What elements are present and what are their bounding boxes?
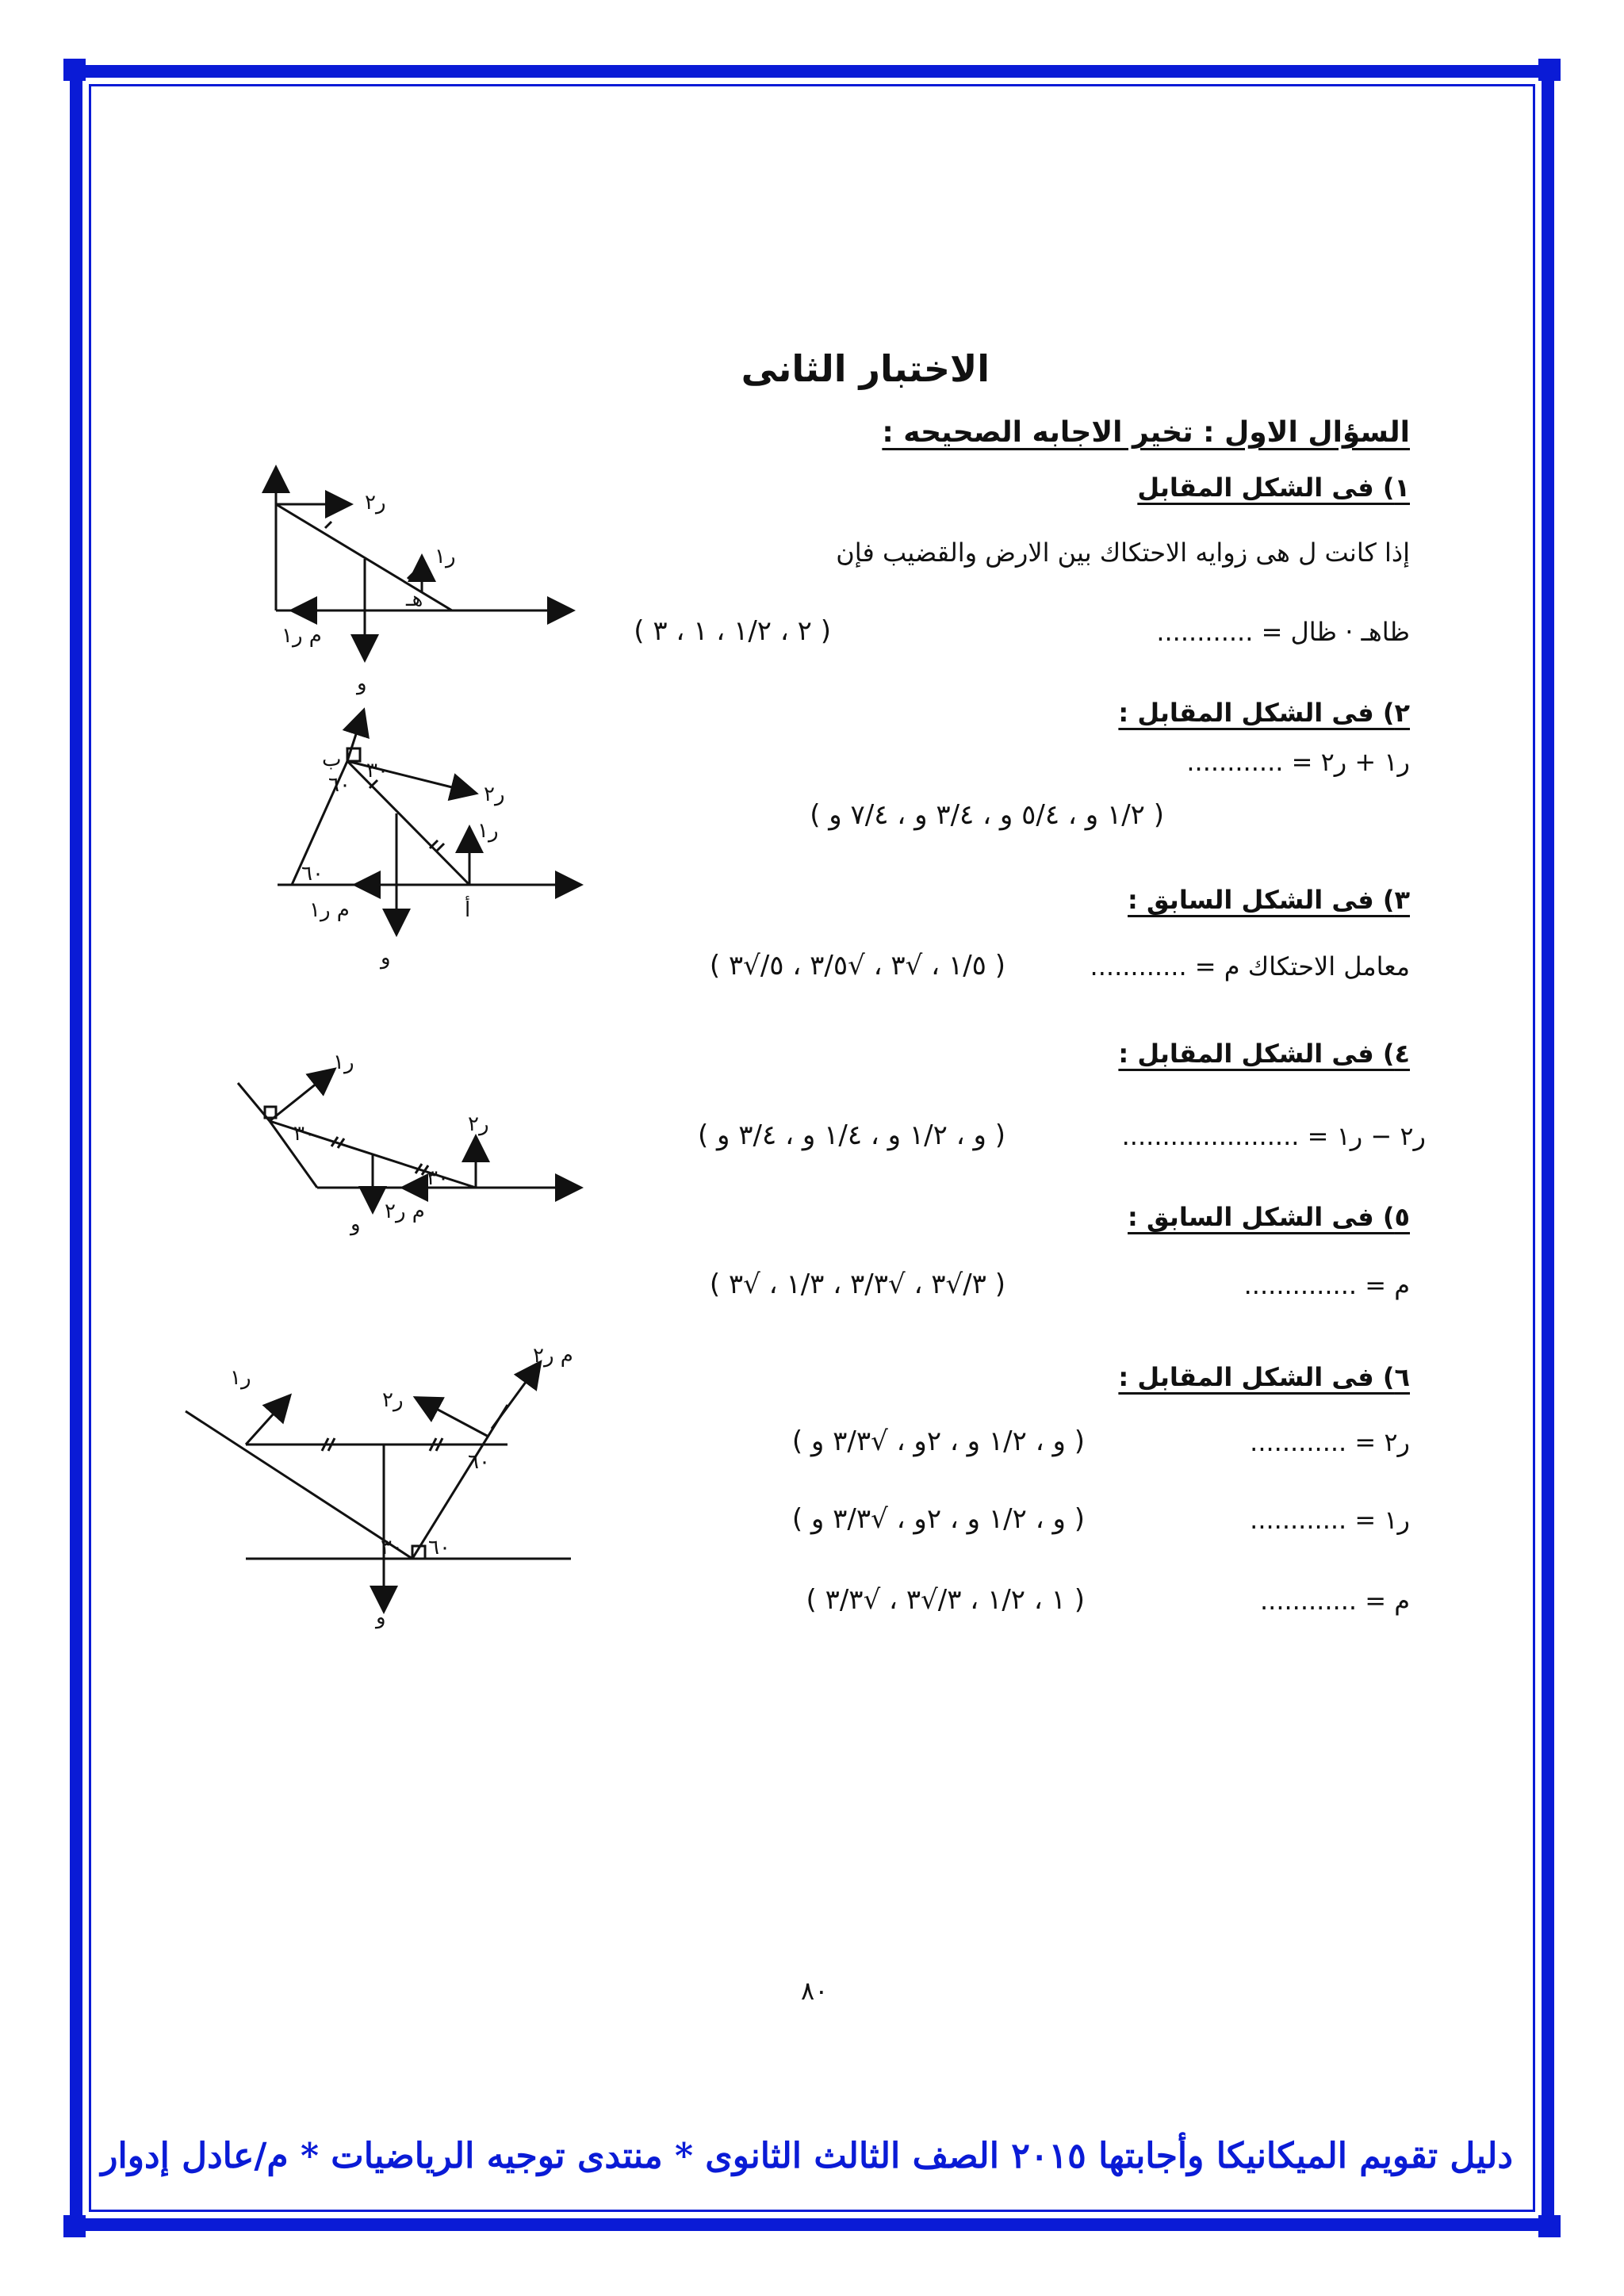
item-1-heading: ١) فى الشكل المقابل	[1137, 473, 1410, 503]
item-6-row-3-choices: ( ١ ، ١/٢ ، ٣/√٣ ، √٣/٣ )	[806, 1584, 1085, 1616]
fig2-label-angle-60-bottom: ٦٠	[301, 862, 324, 886]
item-6-row-1-choices: ( و ، ١/٢ و ، ٢و ، √٣/٣ و )	[791, 1425, 1085, 1457]
question-one-heading: السؤال الاول : تخير الاجابه الصحيحه :	[882, 416, 1410, 449]
fig4-label-r2: ر٢	[382, 1388, 404, 1412]
item-4-choices: ( و ، ١/٢ و ، ١/٤ و ، ٣/٤ و )	[697, 1119, 1005, 1151]
figure-3-rod-on-incline	[230, 1047, 595, 1253]
item-6-row-1-question: ر٢ = ............	[1250, 1427, 1410, 1457]
fig4-label-r1: ر١	[230, 1366, 251, 1390]
fig2-label-friction: م ر١	[309, 898, 350, 922]
item-6-row-2-question: ر١ = ............	[1250, 1505, 1410, 1535]
item-2-heading: ٢) فى الشكل المقابل :	[1118, 698, 1410, 728]
fig1-label-angle: هـ	[406, 587, 423, 611]
figure-2-ladder-triangle	[262, 698, 595, 983]
fig3-label-r1: ر١	[333, 1050, 354, 1074]
fig2-label-angle-30: ٣٠	[366, 759, 389, 783]
fig1-label-r1: ر١	[435, 545, 456, 568]
fig3-label-angle-30-bottom: ٣٠	[427, 1166, 449, 1190]
item-3-question: معامل الاحتكاك م = ............	[1090, 951, 1410, 982]
border-corner-top-right	[1538, 59, 1561, 81]
footer-credit: دليل تقويم الميكانيكا وأجابتها ٢٠١٥ الصف الثالث الثانوى * منتدى توجيه الرياضيات * م/عادل إدوار	[101, 2136, 1513, 2176]
item-6-row-2-choices: ( و ، ١/٢ و ، ٢و ، √٣/٣ و )	[791, 1503, 1085, 1535]
item-4-heading: ٤) فى الشكل المقابل :	[1118, 1039, 1410, 1069]
fig3-label-angle-30-top: ٣٠	[293, 1122, 316, 1146]
fig2-label-a: أ	[465, 898, 471, 922]
item-1-question: ظاهـ · ظال = ............	[1156, 617, 1410, 647]
item-3-heading: ٣) فى الشكل السابق :	[1128, 885, 1410, 915]
fig2-label-b: ب	[322, 748, 342, 771]
fig1-label-weight: و	[357, 672, 367, 695]
fig4-label-angle-60-top: ٦٠	[468, 1450, 490, 1474]
exam-title: الاختبار الثانى	[741, 347, 990, 390]
item-6-row-3-question: م = ............	[1259, 1586, 1410, 1616]
item-1-choices: ( ٢ ، ١/٢ ، ١ ، ٣ )	[634, 615, 831, 647]
item-2-choices: ( ١/٢ و ، ٥/٤ و ، ٣/٤ و ، ٧/٤ و )	[810, 799, 1164, 831]
fig2-label-weight: و	[381, 946, 391, 970]
item-1-statement: إذا كانت ل هى زوايه الاحتكاك بين الارض والقضيب فإن	[836, 538, 1410, 568]
fig1-label-friction: م ر١	[282, 624, 322, 648]
item-5-question: م = ..............	[1243, 1270, 1410, 1300]
fig2-label-r2: ر٢	[484, 783, 505, 806]
fig3-label-r2: ر٢	[468, 1112, 489, 1136]
border-corner-bottom-right	[1538, 2215, 1561, 2237]
fig4-label-weight: و	[376, 1605, 386, 1629]
border-corner-bottom-left	[63, 2215, 86, 2237]
border-corner-top-left	[63, 59, 86, 81]
fig3-label-weight: و	[350, 1212, 361, 1236]
item-6-heading: ٦) فى الشكل المقابل :	[1118, 1362, 1410, 1392]
fig1-label-r2: ر٢	[365, 491, 386, 515]
figure-1-rod-against-wall	[238, 452, 587, 706]
item-4-question: ر٢ − ر١ = ......................	[1121, 1121, 1426, 1151]
item-5-heading: ٥) فى الشكل السابق :	[1128, 1202, 1410, 1232]
item-5-choices: ( ٣/√٣ ، √٣/٣ ، ١/٣ ، √٣ )	[709, 1269, 1005, 1300]
item-3-choices: ( ١/٥ ، √٣ ، √٣/٥ ، ٥/√٣ )	[709, 950, 1005, 982]
fig4-label-angle-60-bottom: ٦٠	[428, 1536, 450, 1559]
fig4-label-friction: م ر٢	[533, 1344, 573, 1368]
figure-4-rod-on-two-planes	[182, 1340, 579, 1629]
item-2-question: ر١ + ر٢ = ............	[1186, 747, 1410, 777]
fig2-label-r1: ر١	[477, 819, 499, 843]
fig2-label-angle-60-top: ٦٠	[328, 773, 350, 797]
fig4-label-angle-30: ٣٠	[381, 1536, 403, 1559]
page-number: ٨٠	[801, 1976, 829, 2006]
fig3-label-friction: م ر٢	[385, 1200, 425, 1223]
